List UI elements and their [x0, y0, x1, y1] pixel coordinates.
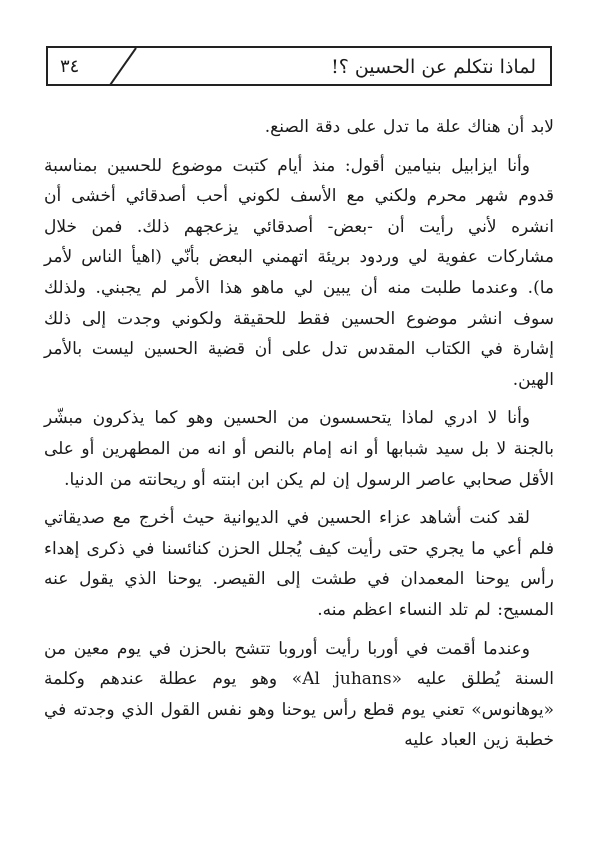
running-title: لماذا نتكلم عن الحسين ؟!: [331, 56, 536, 78]
paragraph: وعندما أقمت في أوربا رأيت أوروبا تتشح بالحزن في يوم معين من السنة يُطلق عليه «Al juhans» وهو يوم عطلة عندهم وكلمة «يوهانوس» تعني يوم قطع رأس يوحنا وهو نفس القول الذي وجدته في خطبة زين العباد عليه: [44, 638, 554, 751]
body-text: [44, 112, 554, 764]
paragraph: وأنا لا ادري لماذا يتحسسون من الحسين وهو كما يذكرون مبشّر بالجنة لا بل سيد شبابها أو انه إمام بالنص أو انه من المطهرين أو على الأقل صحابي عاصر الرسول إن لم يكن ابن ابنته أو ريحانته من الدنيا.: [44, 408, 554, 490]
paragraph: وأنا ايزابيل بنيامين أقول: منذ أيام كتبت موضوع للحسين بمناسبة قدوم شهر محرم ولكني مع الأسف لكوني أحب أصدقائي أخشى أن انشره لأني رأيت أن -بعض- أصدقائي يزعجهم ذلك. فمن خلال مشاركات عفوية لي وردود بريئة اتهمني البعض بأنّي (اهيأ الناس لأمر ما). وعندما طلبت منه أن يبين لي ماهو هذا الأمر لم يجبني. ولذلك سوف انشر موضوع الحسين فقط للحقيقة ولكوني وجدت إلى ذلك إشارة في الكتاب المقدس تدل على أن قضية الحسين ليست بالأمر الهين.: [44, 155, 554, 390]
page-header: [46, 46, 552, 86]
paragraph: لابد أن هناك علة ما تدل على دقة الصنع.: [264, 117, 554, 137]
paragraph: لقد كنت أشاهد عزاء الحسين في الديوانية حيث أخرج مع صديقاتي فلم أعي ما يجري حتى رأيت كيف يُجلل الحزن كنائسنا في ذكرى إهداء رأس يوحنا المعمدان في طشت إلى القيصر. يوحنا الذي يقول عنه المسيح: لم تلد النساء اعظم منه.: [44, 508, 554, 620]
page-number: ٣٤: [60, 56, 80, 77]
